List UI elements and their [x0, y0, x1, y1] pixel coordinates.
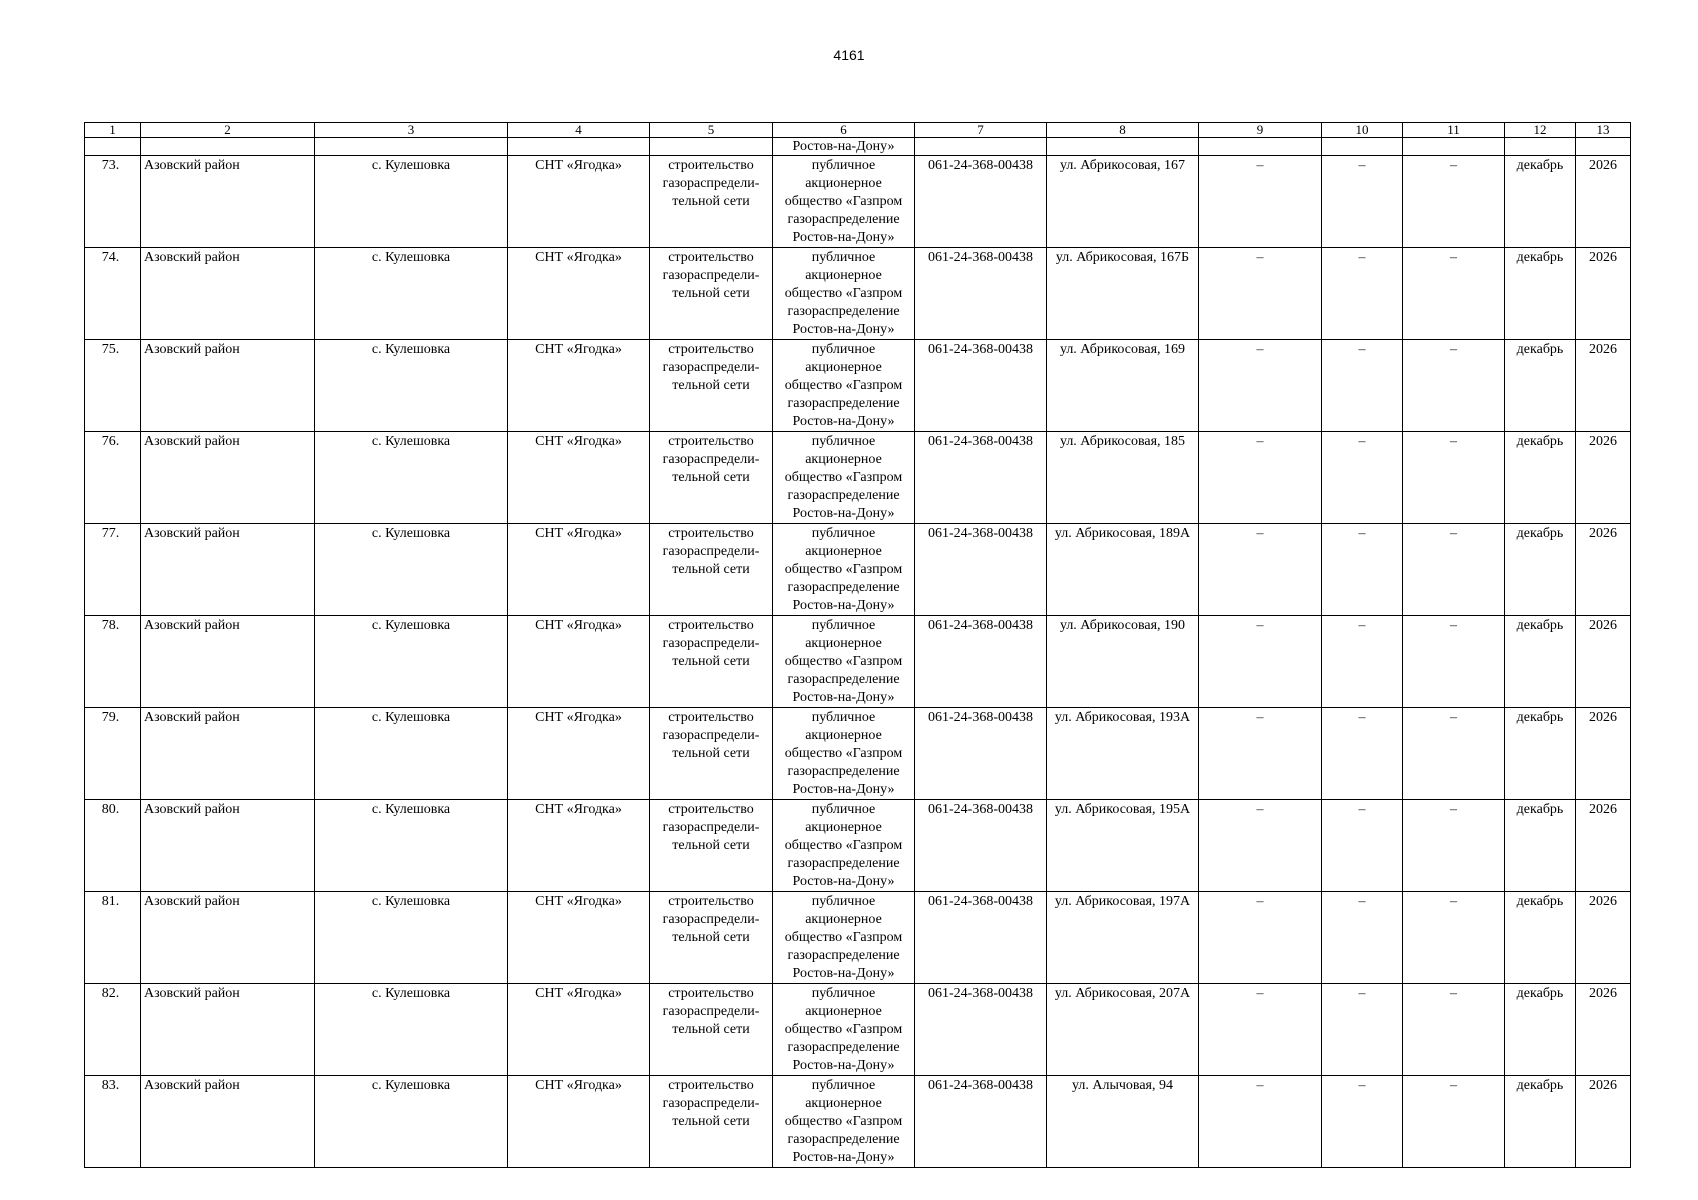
work-type-cell: строительство газораспредели-тельной сети	[650, 156, 773, 248]
month-cell: декабрь	[1505, 892, 1576, 984]
district-cell: Азовский район	[141, 800, 315, 892]
column-9-cell: –	[1199, 984, 1322, 1076]
column-10-cell: –	[1322, 616, 1403, 708]
organization-cell: публичное акционерное общество «Газпром газораспределение Ростов-на-Дону»	[773, 892, 915, 984]
locality-cell: с. Кулешовка	[315, 248, 508, 340]
continuation-cell	[1505, 138, 1576, 156]
table-row	[85, 340, 1631, 432]
month-cell: декабрь	[1505, 984, 1576, 1076]
continuation-cell	[85, 138, 141, 156]
continuation-cell	[650, 138, 773, 156]
district-cell: Азовский район	[141, 984, 315, 1076]
organization-cell: публичное акционерное общество «Газпром газораспределение Ростов-на-Дону»	[773, 156, 915, 248]
column-10-cell: –	[1322, 892, 1403, 984]
table-row	[85, 1076, 1631, 1168]
settlement-cell: СНТ «Ягодка»	[508, 432, 650, 524]
work-type-cell: строительство газораспредели-тельной сети	[650, 984, 773, 1076]
continuation-cell	[1576, 138, 1631, 156]
district-cell: Азовский район	[141, 248, 315, 340]
settlement-cell: СНТ «Ягодка»	[508, 708, 650, 800]
district-cell: Азовский район	[141, 524, 315, 616]
month-cell: декабрь	[1505, 432, 1576, 524]
locality-cell: с. Кулешовка	[315, 156, 508, 248]
settlement-cell: СНТ «Ягодка»	[508, 1076, 650, 1168]
organization-cell: публичное акционерное общество «Газпром газораспределение Ростов-на-Дону»	[773, 248, 915, 340]
locality-cell: с. Кулешовка	[315, 432, 508, 524]
settlement-cell: СНТ «Ягодка»	[508, 524, 650, 616]
column-9-cell: –	[1199, 892, 1322, 984]
settlement-cell: СНТ «Ягодка»	[508, 800, 650, 892]
registry-table	[84, 122, 1631, 1168]
month-cell: декабрь	[1505, 156, 1576, 248]
continuation-cell	[315, 138, 508, 156]
column-9-cell: –	[1199, 248, 1322, 340]
year-cell: 2026	[1576, 984, 1631, 1076]
column-10-cell: –	[1322, 1076, 1403, 1168]
column-number-header: 9	[1199, 123, 1322, 138]
address-cell: ул. Абрикосовая, 167	[1047, 156, 1199, 248]
work-type-cell: строительство газораспредели-тельной сети	[650, 708, 773, 800]
address-cell: ул. Абрикосовая, 185	[1047, 432, 1199, 524]
year-cell: 2026	[1576, 616, 1631, 708]
table-row	[85, 984, 1631, 1076]
month-cell: декабрь	[1505, 800, 1576, 892]
column-10-cell: –	[1322, 524, 1403, 616]
table-row	[85, 248, 1631, 340]
year-cell: 2026	[1576, 248, 1631, 340]
column-9-cell: –	[1199, 708, 1322, 800]
column-number-row	[85, 123, 1631, 138]
row-number-cell: 83.	[85, 1076, 141, 1168]
address-cell: ул. Абрикосовая, 195А	[1047, 800, 1199, 892]
year-cell: 2026	[1576, 432, 1631, 524]
column-number-header: 11	[1403, 123, 1505, 138]
work-type-cell: строительство газораспредели-тельной сети	[650, 248, 773, 340]
column-number-header: 4	[508, 123, 650, 138]
column-11-cell: –	[1403, 800, 1505, 892]
column-10-cell: –	[1322, 340, 1403, 432]
column-10-cell: –	[1322, 432, 1403, 524]
row-number-cell: 73.	[85, 156, 141, 248]
address-cell: ул. Абрикосовая, 190	[1047, 616, 1199, 708]
address-cell: ул. Абрикосовая, 193А	[1047, 708, 1199, 800]
continuation-cell	[1403, 138, 1505, 156]
registry-code-cell: 061-24-368-00438	[915, 708, 1047, 800]
table-row	[85, 524, 1631, 616]
column-number-header: 7	[915, 123, 1047, 138]
year-cell: 2026	[1576, 156, 1631, 248]
table-row	[85, 800, 1631, 892]
row-number-cell: 82.	[85, 984, 141, 1076]
address-cell: ул. Абрикосовая, 189А	[1047, 524, 1199, 616]
registry-code-cell: 061-24-368-00438	[915, 800, 1047, 892]
address-cell: ул. Абрикосовая, 197А	[1047, 892, 1199, 984]
column-10-cell: –	[1322, 708, 1403, 800]
work-type-cell: строительство газораспредели-тельной сети	[650, 616, 773, 708]
continuation-row	[85, 138, 1631, 156]
column-11-cell: –	[1403, 156, 1505, 248]
work-type-cell: строительство газораспредели-тельной сети	[650, 800, 773, 892]
settlement-cell: СНТ «Ягодка»	[508, 340, 650, 432]
district-cell: Азовский район	[141, 616, 315, 708]
settlement-cell: СНТ «Ягодка»	[508, 248, 650, 340]
row-number-cell: 75.	[85, 340, 141, 432]
continuation-cell	[1047, 138, 1199, 156]
organization-cell: публичное акционерное общество «Газпром газораспределение Ростов-на-Дону»	[773, 432, 915, 524]
locality-cell: с. Кулешовка	[315, 616, 508, 708]
column-number-header: 10	[1322, 123, 1403, 138]
organization-cell: публичное акционерное общество «Газпром газораспределение Ростов-на-Дону»	[773, 708, 915, 800]
row-number-cell: 80.	[85, 800, 141, 892]
month-cell: декабрь	[1505, 708, 1576, 800]
column-10-cell: –	[1322, 984, 1403, 1076]
column-number-header: 1	[85, 123, 141, 138]
continuation-cell: Ростов-на-Дону»	[773, 138, 915, 156]
row-number-cell: 78.	[85, 616, 141, 708]
registry-code-cell: 061-24-368-00438	[915, 1076, 1047, 1168]
year-cell: 2026	[1576, 340, 1631, 432]
address-cell: ул. Абрикосовая, 169	[1047, 340, 1199, 432]
organization-cell: публичное акционерное общество «Газпром газораспределение Ростов-на-Дону»	[773, 340, 915, 432]
registry-code-cell: 061-24-368-00438	[915, 156, 1047, 248]
month-cell: декабрь	[1505, 1076, 1576, 1168]
address-cell: ул. Алычовая, 94	[1047, 1076, 1199, 1168]
column-11-cell: –	[1403, 1076, 1505, 1168]
continuation-cell	[1322, 138, 1403, 156]
registry-code-cell: 061-24-368-00438	[915, 432, 1047, 524]
registry-code-cell: 061-24-368-00438	[915, 248, 1047, 340]
column-number-header: 12	[1505, 123, 1576, 138]
page-number: 4161	[833, 47, 865, 63]
column-9-cell: –	[1199, 432, 1322, 524]
continuation-cell	[508, 138, 650, 156]
district-cell: Азовский район	[141, 156, 315, 248]
column-10-cell: –	[1322, 800, 1403, 892]
work-type-cell: строительство газораспредели-тельной сети	[650, 340, 773, 432]
work-type-cell: строительство газораспредели-тельной сети	[650, 892, 773, 984]
district-cell: Азовский район	[141, 892, 315, 984]
column-9-cell: –	[1199, 616, 1322, 708]
table-row	[85, 892, 1631, 984]
settlement-cell: СНТ «Ягодка»	[508, 616, 650, 708]
locality-cell: с. Кулешовка	[315, 984, 508, 1076]
locality-cell: с. Кулешовка	[315, 1076, 508, 1168]
registry-code-cell: 061-24-368-00438	[915, 524, 1047, 616]
locality-cell: с. Кулешовка	[315, 892, 508, 984]
district-cell: Азовский район	[141, 432, 315, 524]
work-type-cell: строительство газораспредели-тельной сети	[650, 432, 773, 524]
row-number-cell: 81.	[85, 892, 141, 984]
district-cell: Азовский район	[141, 340, 315, 432]
work-type-cell: строительство газораспредели-тельной сети	[650, 524, 773, 616]
table-row	[85, 156, 1631, 248]
column-11-cell: –	[1403, 984, 1505, 1076]
continuation-cell	[915, 138, 1047, 156]
month-cell: декабрь	[1505, 524, 1576, 616]
row-number-cell: 77.	[85, 524, 141, 616]
registry-code-cell: 061-24-368-00438	[915, 984, 1047, 1076]
column-9-cell: –	[1199, 524, 1322, 616]
column-number-header: 2	[141, 123, 315, 138]
row-number-cell: 79.	[85, 708, 141, 800]
row-number-cell: 76.	[85, 432, 141, 524]
table-body	[85, 123, 1631, 1168]
year-cell: 2026	[1576, 1076, 1631, 1168]
column-9-cell: –	[1199, 340, 1322, 432]
column-11-cell: –	[1403, 432, 1505, 524]
organization-cell: публичное акционерное общество «Газпром газораспределение Ростов-на-Дону»	[773, 1076, 915, 1168]
district-cell: Азовский район	[141, 708, 315, 800]
column-9-cell: –	[1199, 1076, 1322, 1168]
address-cell: ул. Абрикосовая, 167Б	[1047, 248, 1199, 340]
column-11-cell: –	[1403, 616, 1505, 708]
table-row	[85, 708, 1631, 800]
organization-cell: публичное акционерное общество «Газпром газораспределение Ростов-на-Дону»	[773, 800, 915, 892]
column-9-cell: –	[1199, 156, 1322, 248]
work-type-cell: строительство газораспредели-тельной сети	[650, 1076, 773, 1168]
registry-code-cell: 061-24-368-00438	[915, 892, 1047, 984]
year-cell: 2026	[1576, 892, 1631, 984]
address-cell: ул. Абрикосовая, 207А	[1047, 984, 1199, 1076]
month-cell: декабрь	[1505, 248, 1576, 340]
year-cell: 2026	[1576, 708, 1631, 800]
locality-cell: с. Кулешовка	[315, 340, 508, 432]
year-cell: 2026	[1576, 800, 1631, 892]
registry-code-cell: 061-24-368-00438	[915, 340, 1047, 432]
column-10-cell: –	[1322, 248, 1403, 340]
column-11-cell: –	[1403, 524, 1505, 616]
district-cell: Азовский район	[141, 1076, 315, 1168]
continuation-cell	[1199, 138, 1322, 156]
column-number-header: 6	[773, 123, 915, 138]
column-number-header: 8	[1047, 123, 1199, 138]
settlement-cell: СНТ «Ягодка»	[508, 892, 650, 984]
row-number-cell: 74.	[85, 248, 141, 340]
column-number-header: 5	[650, 123, 773, 138]
year-cell: 2026	[1576, 524, 1631, 616]
column-11-cell: –	[1403, 340, 1505, 432]
table-row	[85, 616, 1631, 708]
organization-cell: публичное акционерное общество «Газпром газораспределение Ростов-на-Дону»	[773, 984, 915, 1076]
locality-cell: с. Кулешовка	[315, 708, 508, 800]
month-cell: декабрь	[1505, 616, 1576, 708]
column-11-cell: –	[1403, 708, 1505, 800]
column-11-cell: –	[1403, 248, 1505, 340]
column-11-cell: –	[1403, 892, 1505, 984]
settlement-cell: СНТ «Ягодка»	[508, 984, 650, 1076]
column-10-cell: –	[1322, 156, 1403, 248]
locality-cell: с. Кулешовка	[315, 524, 508, 616]
organization-cell: публичное акционерное общество «Газпром газораспределение Ростов-на-Дону»	[773, 524, 915, 616]
registry-code-cell: 061-24-368-00438	[915, 616, 1047, 708]
column-number-header: 3	[315, 123, 508, 138]
continuation-cell	[141, 138, 315, 156]
settlement-cell: СНТ «Ягодка»	[508, 156, 650, 248]
organization-cell: публичное акционерное общество «Газпром газораспределение Ростов-на-Дону»	[773, 616, 915, 708]
locality-cell: с. Кулешовка	[315, 800, 508, 892]
month-cell: декабрь	[1505, 340, 1576, 432]
table-row	[85, 432, 1631, 524]
column-9-cell: –	[1199, 800, 1322, 892]
column-number-header: 13	[1576, 123, 1631, 138]
